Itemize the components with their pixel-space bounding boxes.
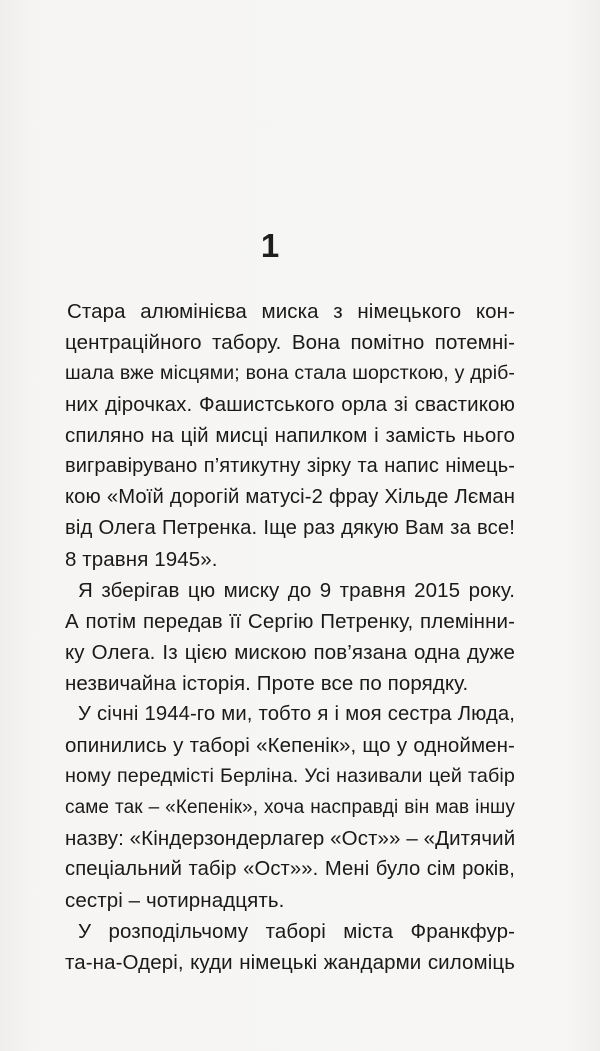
text-line: назву: «Кіндерзондерлагер «Ост»» – «Дитячий	[65, 827, 516, 850]
text-line: ному передмісті Берліна. Усі називали цей табір	[65, 765, 515, 787]
text-line: А потім передав її Сергію Петренку, племінни-	[65, 610, 515, 633]
text-line: 8 травня 1945».	[65, 548, 218, 571]
text-line: ку Олега. Із цією мискою пов’язана одна дуже	[65, 641, 515, 664]
text-line: спеціальний табір «Ост»». Мені було сім років,	[65, 858, 515, 880]
chapter-body-text	[65, 296, 515, 978]
text-line: саме так – «Кепенік», хоча насправді він мав іншу	[65, 797, 515, 818]
text-line: від Олега Петренка. Іще раз дякую Вам за все!	[65, 517, 515, 539]
text-line: вигравірувано п’ятикутну зірку та напис німець-	[65, 455, 515, 477]
text-line: У розподільчому таборі міста Франкфур-	[78, 920, 515, 943]
text-line: центраційного табору. Вона помітно потемні-	[65, 331, 515, 354]
text-line: незвичайна історія. Проте все по порядку.	[65, 672, 469, 695]
text-line: Стара алюмінієва миска з німецького кон-	[67, 300, 515, 323]
text-line: сестрі – чотирнадцять.	[65, 889, 285, 912]
text-line: кою «Моїй дорогій матусі-2 фрау Хільде Лєман	[65, 486, 515, 508]
text-line: опинились у таборі «Кепенік», що у одноймен-	[65, 734, 515, 757]
text-line: Я зберігав цю миску до 9 травня 2015 року.	[78, 579, 515, 602]
text-line: шала вже місцями; вона стала шорсткою, у дріб-	[65, 362, 515, 384]
text-line: них дірочках. Фашистського орла зі свастикою	[65, 393, 515, 416]
text-line: спиляно на цій мисці напилком і замість нього	[65, 424, 515, 447]
text-line: У січні 1944-го ми, тобто я і моя сестра Люда,	[78, 703, 515, 725]
text-line: та-на-Одері, куди німецькі жандарми силоміць	[65, 951, 515, 974]
chapter-number: 1	[260, 227, 280, 264]
